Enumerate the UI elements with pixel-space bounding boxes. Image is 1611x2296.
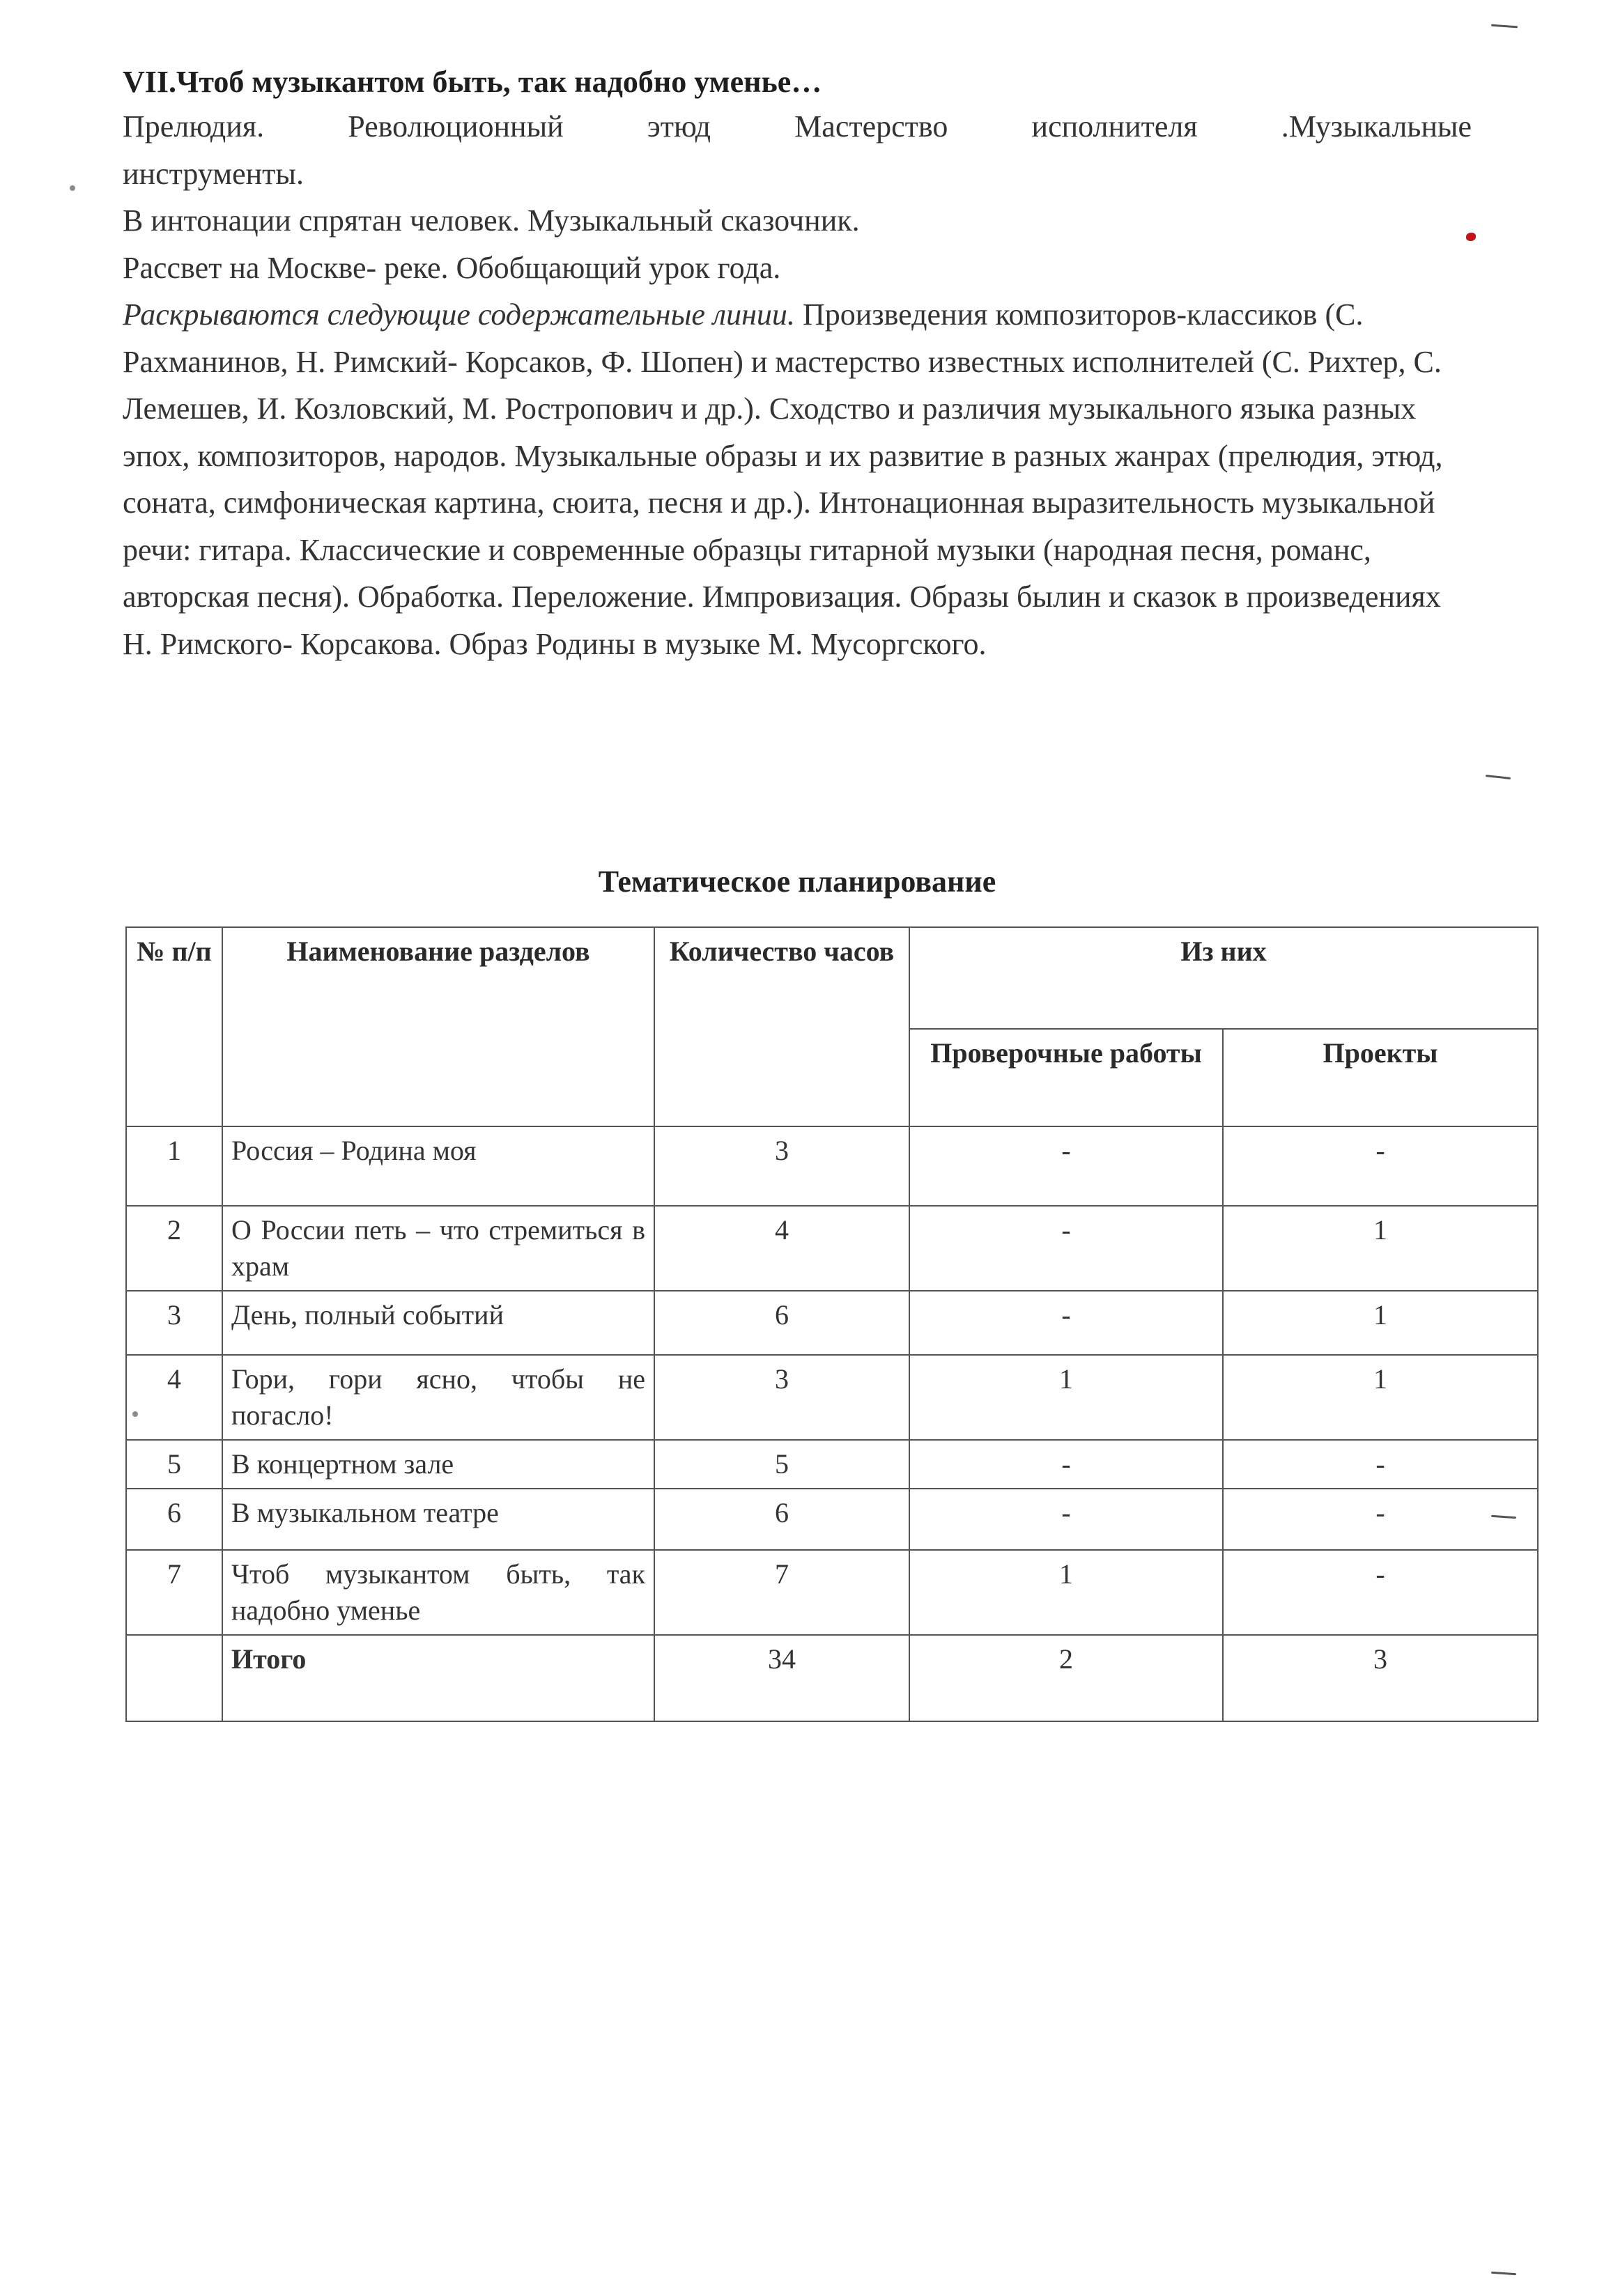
topics-line-2: В интонации спрятан человек. Музыкальный сказочник. (123, 203, 860, 238)
header-num: № п/п (126, 927, 222, 1126)
total-hours: 34 (654, 1635, 909, 1721)
table-row (126, 1206, 1538, 1291)
row-section-name: В музыкальном театре (222, 1489, 654, 1550)
row-section-name: Гори, гори ясно, чтобы не погасло! (222, 1355, 654, 1440)
table-row (126, 1291, 1538, 1355)
content-lines-lead: Раскрываются следующие содержательные линии. (123, 297, 795, 332)
row-num: 4 (126, 1355, 222, 1440)
row-section-name: День, полный событий (222, 1291, 654, 1355)
thematic-plan-table (125, 926, 1539, 1722)
total-num (126, 1635, 222, 1721)
row-num: 1 (126, 1126, 222, 1206)
row-projects: - (1223, 1489, 1538, 1550)
table-header-row (126, 927, 1538, 1029)
row-num: 7 (126, 1550, 222, 1635)
scan-dot (70, 185, 75, 191)
content-lines-text: Произведения композиторов-классиков (С. Рахманинов, Н. Римский- Корсаков, Ф. Шопен) и мастерство известных исполнителей (С. Рихтер, С. Лемешев, И. Козловский, М. Ростропович и др.). Сходство и различия музыкального языка разных эпох, композиторов, народов. Музыкальные образы и их развитие в разных жанрах (прелюдия, этюд, соната, симфоническая картина, сюита, песня и др.). Интонационная выразительность музыкальной речи: гитара. Классические и современные образцы гитарной музыки (народная песня, романс, авторская песня). Обработка. Переложение. Импровизация. Образы былин и сказок в произведениях Н. Римского- Корсакова. Образ Родины в музыке М. Мусоргского. (123, 297, 1443, 661)
header-projects: Проекты (1223, 1029, 1538, 1126)
section-body (123, 103, 1472, 667)
header-of-them: Из них (909, 927, 1538, 1029)
topics-line-1-continued: инструменты. (123, 156, 304, 191)
row-tests: - (909, 1291, 1223, 1355)
section-heading: VII.Чтоб музыкантом быть, так надобно уменье… (123, 65, 822, 99)
row-tests: - (909, 1126, 1223, 1206)
table-row (126, 1489, 1538, 1550)
content-lines-paragraph (123, 291, 1472, 667)
row-tests: 1 (909, 1550, 1223, 1635)
row-projects: - (1223, 1126, 1538, 1206)
table-row (126, 1440, 1538, 1489)
row-projects: - (1223, 1550, 1538, 1635)
header-section-name: Наименование разделов (222, 927, 654, 1126)
header-hours: Количество часов (654, 927, 909, 1126)
row-hours: 3 (654, 1126, 909, 1206)
row-tests: - (909, 1206, 1223, 1291)
row-tests: 1 (909, 1355, 1223, 1440)
total-projects: 3 (1223, 1635, 1538, 1721)
row-projects: - (1223, 1440, 1538, 1489)
table-total-row (126, 1635, 1538, 1721)
row-hours: 3 (654, 1355, 909, 1440)
row-projects: 1 (1223, 1291, 1538, 1355)
topics-line-1: Прелюдия. Революционный этюд Мастерство исполнителя .Музыкальные (123, 109, 1472, 144)
row-num: 2 (126, 1206, 222, 1291)
scan-mark (1491, 2272, 1516, 2276)
row-section-name: Чтоб музыкантом быть, так надобно уменье (222, 1550, 654, 1635)
table-title: Тематическое планирование (598, 864, 996, 899)
total-label: Итого (222, 1635, 654, 1721)
row-num: 6 (126, 1489, 222, 1550)
row-num: 3 (126, 1291, 222, 1355)
row-projects: 1 (1223, 1206, 1538, 1291)
row-section-name: Россия – Родина моя (222, 1126, 654, 1206)
topics-line-3: Рассвет на Москве- реке. Обобщающий урок года. (123, 250, 781, 285)
row-hours: 5 (654, 1440, 909, 1489)
row-hours: 6 (654, 1291, 909, 1355)
scan-mark (1491, 24, 1518, 29)
row-hours: 7 (654, 1550, 909, 1635)
total-tests: 2 (909, 1635, 1223, 1721)
row-section-name: В концертном зале (222, 1440, 654, 1489)
row-num: 5 (126, 1440, 222, 1489)
row-tests: - (909, 1489, 1223, 1550)
row-section-name: О России петь – что стремиться в храм (222, 1206, 654, 1291)
header-tests: Проверочные работы (909, 1029, 1223, 1126)
row-hours: 6 (654, 1489, 909, 1550)
scan-dot (132, 1411, 138, 1417)
scan-mark (1486, 775, 1511, 779)
table-row (126, 1550, 1538, 1635)
row-tests: - (909, 1440, 1223, 1489)
red-ink-mark (1466, 233, 1476, 241)
row-projects: 1 (1223, 1355, 1538, 1440)
table-row (126, 1126, 1538, 1206)
row-hours: 4 (654, 1206, 909, 1291)
table-row (126, 1355, 1538, 1440)
